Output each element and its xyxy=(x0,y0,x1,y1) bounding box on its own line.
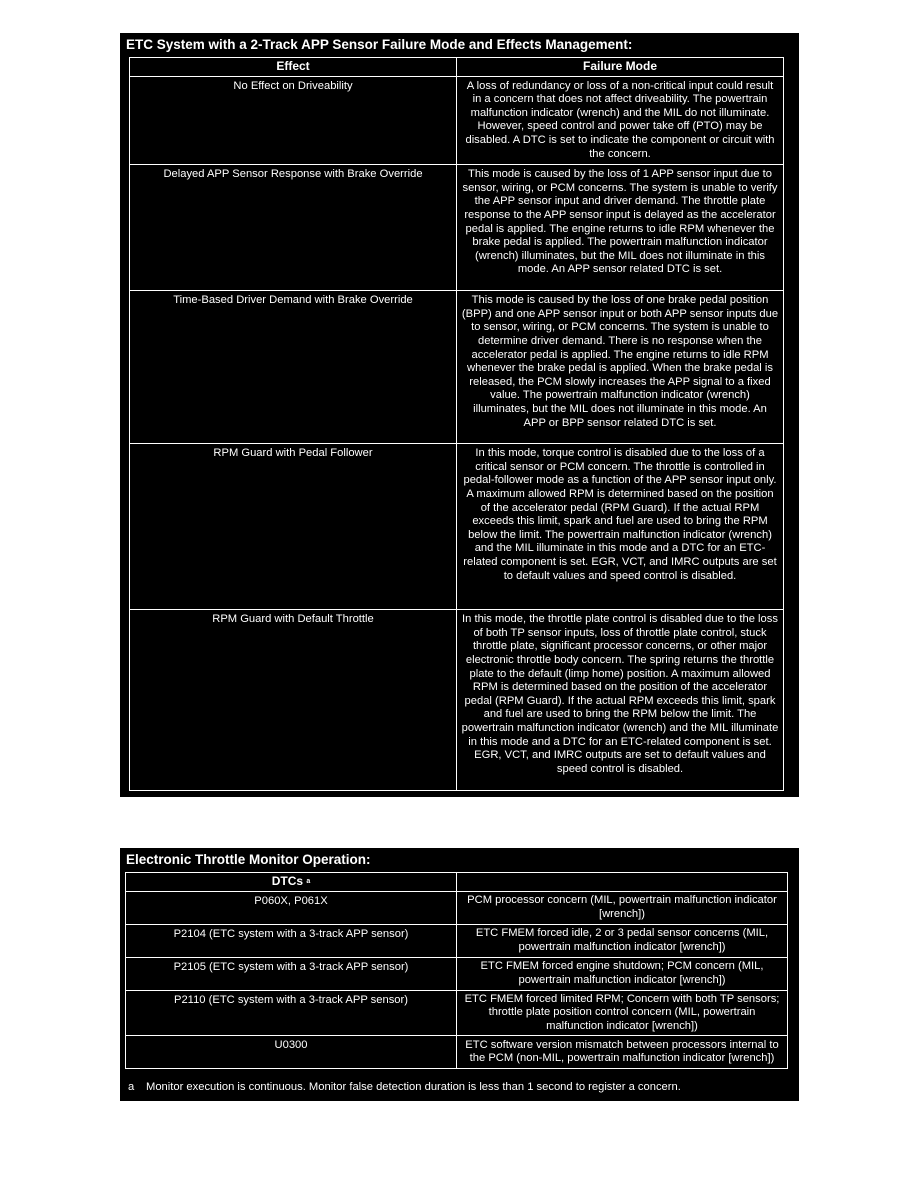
description-cell: PCM processor concern (MIL, powertrain malfunction indicator [wrench]) xyxy=(457,891,788,924)
effect-cell: RPM Guard with Pedal Follower xyxy=(130,444,457,610)
description-cell: ETC FMEM forced limited RPM; Concern with both TP sensors; throttle plate position control concern (MIL, powertrain malfunction indicator [wrench]) xyxy=(457,990,788,1036)
dtc-cell: P2104 (ETC system with a 3-track APP sensor) xyxy=(126,924,457,957)
description-cell: ETC FMEM forced idle, 2 or 3 pedal sensor concerns (MIL, powertrain malfunction indicator [wrench]) xyxy=(457,924,788,957)
description-cell: ETC FMEM forced engine shutdown; PCM concern (MIL, powertrain malfunction indicator [wrench]) xyxy=(457,957,788,990)
effect-column-header: Effect xyxy=(130,58,457,77)
fmem-panel xyxy=(120,33,799,797)
dtcs-header-label: DTCs xyxy=(271,874,304,888)
monitor-title: Electronic Throttle Monitor Operation: xyxy=(126,852,371,867)
table-row xyxy=(130,76,784,165)
table-row xyxy=(126,924,788,957)
footnote-marker: a xyxy=(306,878,311,885)
table-row xyxy=(130,610,784,791)
failure-mode-cell: In this mode, the throttle plate control is disabled due to the loss of both TP sensor inputs, loss of throttle plate control, stuck throttle plate, significant processor concerns, or other major electronic throttle body concern. The spring returns the throttle plate to the default (limp home) position. A maximum allowed RPM is determined based on the position of the accelerator pedal (RPM Guard). If the actual RPM exceeds this limit, spark and fuel are used to bring the RPM below the limit. The powertrain malfunction indicator (wrench) and the MIL illuminate in this mode and a DTC for an ETC-related component is set. EGR, VCT, and IMRC outputs are set to default values and speed control is disabled. xyxy=(457,610,784,791)
dtc-cell: P2105 (ETC system with a 3-track APP sensor) xyxy=(126,957,457,990)
footnote-mark: a xyxy=(128,1081,135,1093)
table-row xyxy=(126,990,788,1036)
table-row xyxy=(126,891,788,924)
footnote xyxy=(128,1081,681,1093)
dtc-cell: P060X, P061X xyxy=(126,891,457,924)
failure-mode-cell: A loss of redundancy or loss of a non-critical input could result in a concern that does not affect driveability. The powertrain malfunction indicator (wrench) and the MIL do not illuminate. However, speed control and power take off (PTO) may be disabled. A DTC is set to indicate the component or circuit with the concern. xyxy=(457,76,784,165)
monitor-panel xyxy=(120,848,799,1101)
fmem-table xyxy=(129,57,784,791)
footnote-text: Monitor execution is continuous. Monitor false detection duration is less than 1 second to register a concern. xyxy=(146,1081,681,1093)
description-column-header xyxy=(457,873,788,892)
effect-cell: Delayed APP Sensor Response with Brake Override xyxy=(130,165,457,291)
table-header-row xyxy=(130,58,784,77)
table-row xyxy=(126,1036,788,1069)
failure-mode-cell: This mode is caused by the loss of 1 APP sensor input due to sensor, wiring, or PCM concerns. The system is unable to verify the APP sensor input and driver demand. The throttle plate response to the APP sensor input is delayed as the accelerator pedal is applied. The engine returns to idle RPM whenever the brake pedal is applied. The powertrain malfunction indicator (wrench) illuminates, but the MIL does not illuminate in this mode. An APP sensor related DTC is set. xyxy=(457,165,784,291)
table-row xyxy=(130,291,784,444)
effect-cell: RPM Guard with Default Throttle xyxy=(130,610,457,791)
effect-cell: Time-Based Driver Demand with Brake Override xyxy=(130,291,457,444)
effect-cell: No Effect on Driveability xyxy=(130,76,457,165)
table-header-row xyxy=(126,873,788,892)
table-row xyxy=(130,444,784,610)
table-row xyxy=(126,957,788,990)
dtc-cell: U0300 xyxy=(126,1036,457,1069)
failure-mode-cell: In this mode, torque control is disabled due to the loss of a critical sensor or PCM concern. The throttle is controlled in pedal-follower mode as a function of the APP sensor input only. A maximum allowed RPM is determined based on the position of the accelerator pedal (RPM Guard). If the actual RPM exceeds this limit, spark and fuel are used to bring the RPM below the limit. The powertrain malfunction indicator (wrench) and the MIL illuminate in this mode and a DTC for an ETC-related component is set. EGR, VCT, and IMRC outputs are set to default values and speed control is disabled. xyxy=(457,444,784,610)
failure-mode-column-header: Failure Mode xyxy=(457,58,784,77)
fmem-title: ETC System with a 2-Track APP Sensor Failure Mode and Effects Management: xyxy=(126,37,633,52)
table-row xyxy=(130,165,784,291)
description-cell: ETC software version mismatch between processors internal to the PCM (non-MIL, powertrain malfunction indicator [wrench]) xyxy=(457,1036,788,1069)
monitor-table xyxy=(125,872,788,1069)
dtcs-column-header xyxy=(126,873,457,892)
dtc-cell: P2110 (ETC system with a 3-track APP sensor) xyxy=(126,990,457,1036)
failure-mode-cell: This mode is caused by the loss of one brake pedal position (BPP) and one APP sensor input or both APP sensor inputs due to sensor, wiring, or PCM concerns. The system is unable to determine driver demand. There is no response when the accelerator pedal is applied. The engine returns to idle RPM whenever the brake pedal is applied. When the brake pedal is released, the PCM slowly increases the APP signal to a fixed value. The powertrain malfunction indicator (wrench) illuminates, but the MIL does not illuminate in this mode. An APP or BPP sensor related DTC is set. xyxy=(457,291,784,444)
